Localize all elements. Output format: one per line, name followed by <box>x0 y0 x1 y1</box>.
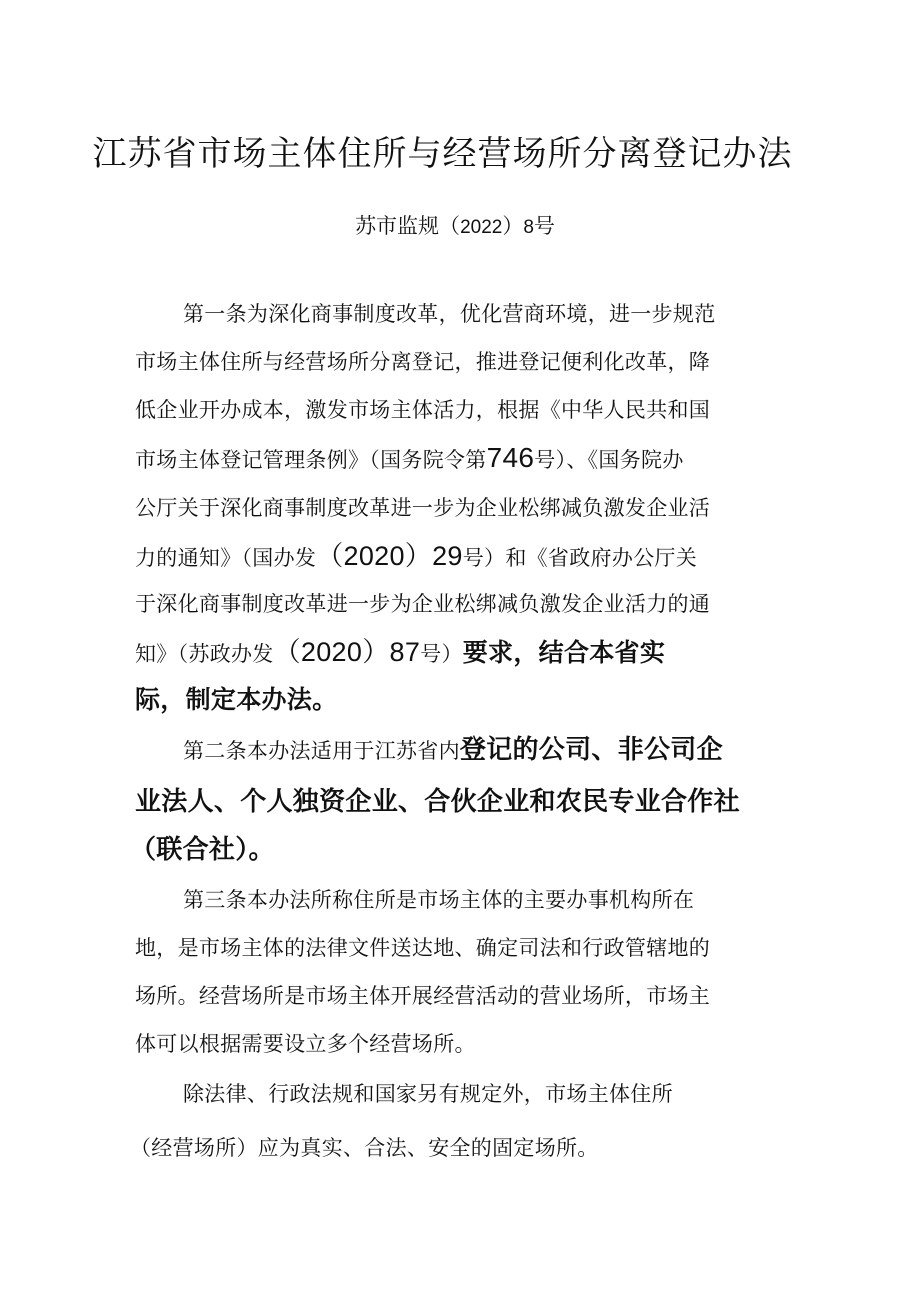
article-1-line-6 <box>135 538 697 576</box>
article-2-line-1 <box>183 732 723 769</box>
article-1-line-8-bold: 要求，结合本省实 <box>462 638 666 667</box>
article-1-line-6-text-b: 号）和《省政府办公厅关 <box>462 546 698 570</box>
article-1-line-6-year: 2020 <box>343 541 405 571</box>
document-title: 江苏省市场主体住所与经营场所分离登记办法 <box>92 134 793 174</box>
article-2-line-1-text-a: 第二条本办法适用于江苏省内 <box>183 739 460 763</box>
article-1-line-2: 市场主体住所与经营场所分离登记，推进登记便利化改革，降 <box>135 350 711 374</box>
article-1-line-8 <box>135 634 665 672</box>
doc-number-suffix: 号 <box>533 214 555 238</box>
article-2-line-3 <box>130 832 275 869</box>
article-1-line-4-text-a: 市场主体登记管理条例》（国务院令第 <box>135 448 487 472</box>
article-1-line-8-paren-close: ） <box>362 637 390 667</box>
article-1-line-8-year: 2020 <box>300 637 363 667</box>
article-1-line-3: 低企业开办成本，激发市场主体活力，根据《中华人民共和国 <box>135 398 711 422</box>
article-1-line-4 <box>135 440 684 478</box>
doc-number-num: 8 <box>523 217 534 238</box>
doc-number-year: 2022 <box>460 217 503 238</box>
article-2-line-1-bold: 登记的公司、非公司企 <box>459 735 723 765</box>
article-3-line-3: 场所。经营场所是市场主体开展经营活动的营业场所，市场主 <box>135 984 711 1008</box>
article-4-line-1: 除法律、行政法规和国家另有规定外，市场主体住所 <box>183 1082 673 1106</box>
article-1-line-4-text-b: 号）、《国务院办 <box>534 448 684 472</box>
doc-number-middle: ） <box>502 214 524 238</box>
article-1-line-7: 于深化商事制度改革进一步为企业松绑减负激发企业活力的通 <box>135 592 711 616</box>
article-4-line-2: （经营场所）应为真实、合法、安全的固定场所。 <box>130 1136 599 1160</box>
article-1-line-1: 第一条为深化商事制度改革，优化营商环境，进一步规范 <box>183 302 716 326</box>
article-2-line-2-bold: 业法人、个人独资企业、合伙企业和农民专业合作社 <box>135 787 740 817</box>
article-1-line-8-text-b: 号） <box>420 642 463 666</box>
doc-number-prefix: 苏市监规（ <box>355 214 461 238</box>
article-3-line-2: 地，是市场主体的法律文件送达地、确定司法和行政管辖地的 <box>135 936 711 960</box>
article-2-line-2 <box>135 784 740 821</box>
article-1-line-6-text-a: 力的通知》（国办发 <box>135 546 317 570</box>
document-number <box>0 209 910 245</box>
article-1-line-8-paren-open: （ <box>273 637 301 667</box>
article-1-line-9 <box>135 682 337 719</box>
article-1-line-8-num: 87 <box>389 637 421 667</box>
article-2-line-3-bold: （联合社）。 <box>130 835 275 865</box>
article-3-line-1: 第三条本办法所称住所是市场主体的主要办事机构所在 <box>183 888 695 912</box>
article-1-line-5: 公厅关于深化商事制度改革进一步为企业松绑减负激发企业活 <box>135 496 711 520</box>
article-1-line-6-paren-close: ） <box>404 541 433 571</box>
article-1-line-8-text-a: 知》（苏政办发 <box>135 642 274 666</box>
article-1-line-9-bold: 际，制定本办法。 <box>135 685 338 714</box>
article-1-line-6-paren-open: （ <box>316 541 344 571</box>
article-3-line-4: 体可以根据需要设立多个经营场所。 <box>135 1032 476 1056</box>
decree-number: 746 <box>486 442 535 473</box>
article-1-line-6-num: 29 <box>432 541 463 571</box>
